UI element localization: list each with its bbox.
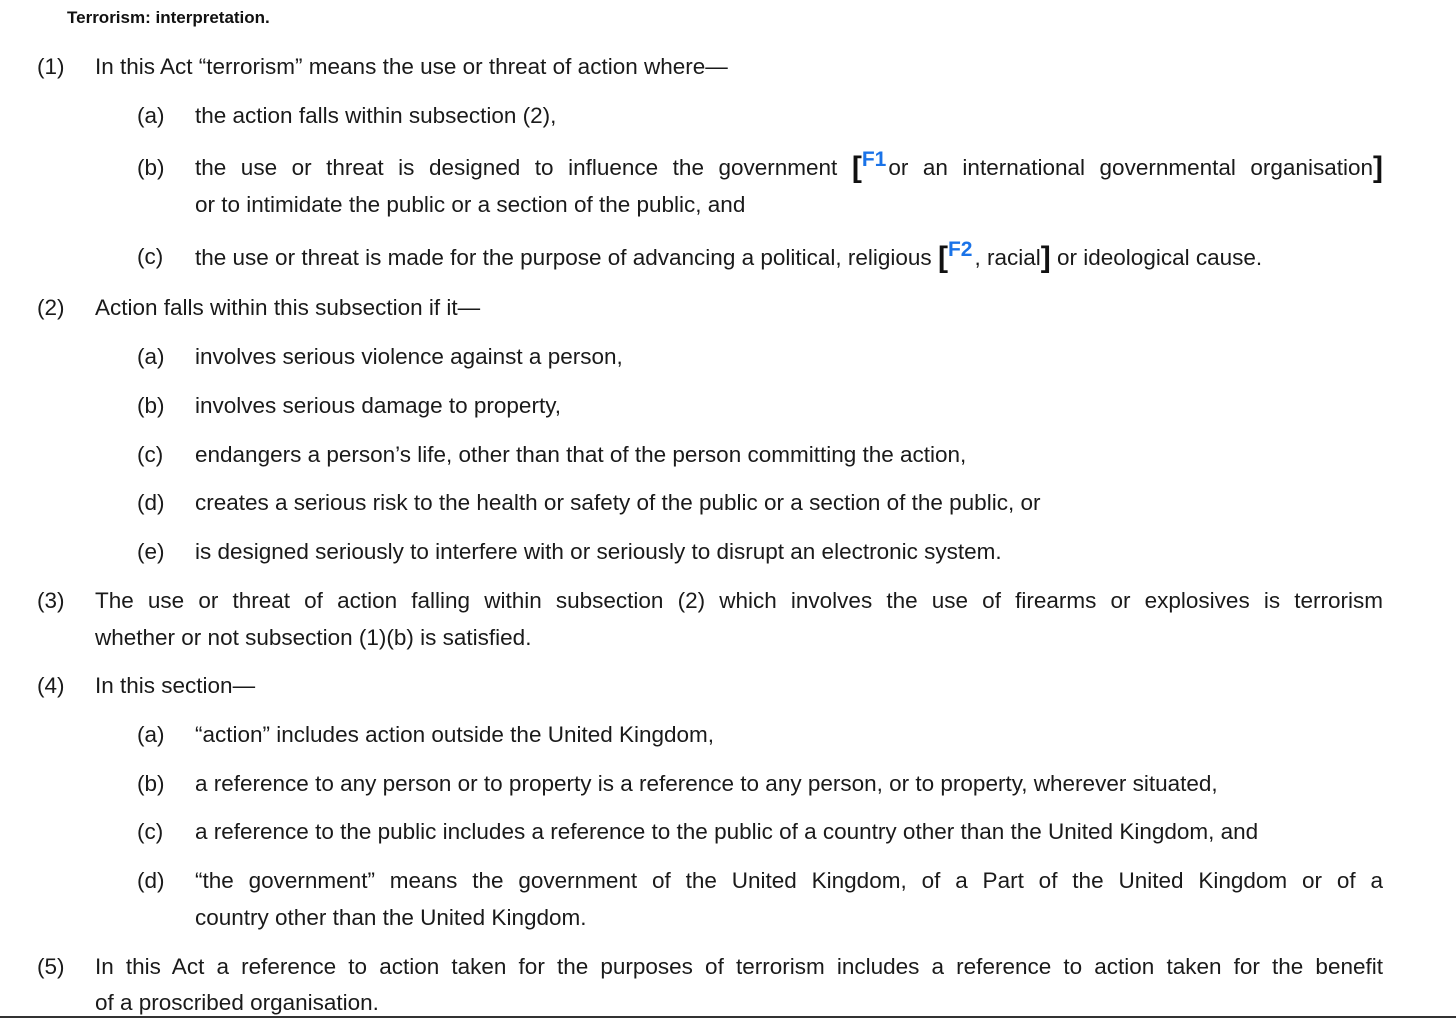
paragraph-text: a reference to any person or to property is a reference to any person, or to property, wherever situated,: [195, 771, 1218, 796]
paragraph-label: (d): [137, 490, 165, 515]
paragraph-text: a reference to the public includes a reference to the public of a country other than the United Kingdom, and: [195, 819, 1259, 844]
subsection-text: Action falls within this subsection if it—: [95, 295, 481, 320]
paragraph-label: (c): [137, 442, 164, 467]
paragraph-text: “action” includes action outside the United Kingdom,: [195, 722, 715, 747]
amendment-open-bracket: [: [937, 241, 948, 274]
paragraph-text: involves serious damage to property,: [195, 393, 562, 418]
bottom-divider: [0, 1016, 1456, 1018]
subsection-number: (4): [37, 673, 65, 698]
paragraph-label: (c): [137, 244, 164, 269]
subsection-number: (2): [37, 295, 65, 320]
paragraph-label: (a): [137, 103, 165, 128]
subsection-number: (3): [37, 588, 65, 613]
subsection-number: (1): [37, 54, 65, 79]
paragraph-label: (a): [137, 722, 165, 747]
subsection-number: (5): [37, 954, 65, 979]
paragraph-text-amended: [195, 238, 1383, 274]
paragraph-text-post: or ideological cause.: [1057, 245, 1263, 270]
subsection-text: In this Act a reference to action taken for the purposes of terrorism includes a reference to action taken for the benefit: [95, 954, 1383, 979]
subsection-text-continued: of a proscribed organisation.: [95, 990, 379, 1015]
paragraph-label: (b): [137, 155, 165, 180]
paragraph-text: the use or threat is designed to influence the government: [195, 155, 838, 180]
paragraph-text: endangers a person’s life, other than that of the person committing the action,: [195, 442, 967, 467]
amendment-text: or an international governmental organisation: [888, 155, 1373, 180]
paragraph-text-continued: country other than the United Kingdom.: [195, 905, 587, 930]
paragraph-label: (b): [137, 393, 165, 418]
subsection-text-continued: whether or not subsection (1)(b) is satisfied.: [95, 625, 532, 650]
paragraph-label: (a): [137, 344, 165, 369]
paragraph-text: the use or threat is made for the purpose of advancing a political, religious: [195, 245, 932, 270]
paragraph-text: involves serious violence against a person,: [195, 344, 623, 369]
subsection-text: The use or threat of action falling within subsection (2) which involves the use of firearms or explosives is terrorism: [95, 588, 1383, 613]
subsection-text: In this section—: [95, 673, 256, 698]
footnote-link-f2[interactable]: F2: [947, 238, 973, 261]
amendment-text: , racial: [974, 245, 1041, 270]
amendment-close-bracket: ]: [1372, 151, 1383, 184]
paragraph-text: “the government” means the government of the United Kingdom, of a Part of the United Kingdom or of a: [195, 868, 1383, 893]
paragraph-text-amended: [195, 148, 1383, 184]
paragraph-label: (b): [137, 771, 165, 796]
paragraph-text: the action falls within subsection (2),: [195, 103, 557, 128]
footnote-link-f1[interactable]: F1: [861, 148, 887, 171]
paragraph-text-continued: or to intimidate the public or a section of the public, and: [195, 192, 746, 217]
paragraph-label: (e): [137, 539, 165, 564]
subsection-text: In this Act “terrorism” means the use or threat of action where—: [95, 54, 728, 79]
paragraph-text: is designed seriously to interfere with or seriously to disrupt an electronic system.: [195, 539, 1002, 564]
amendment-close-bracket: ]: [1040, 241, 1051, 274]
amendment-open-bracket: [: [851, 151, 862, 184]
paragraph-label: (d): [137, 868, 165, 893]
section-title: Terrorism: interpretation.: [67, 8, 270, 27]
paragraph-text: creates a serious risk to the health or safety of the public or a section of the public, or: [195, 490, 1041, 515]
paragraph-label: (c): [137, 819, 164, 844]
